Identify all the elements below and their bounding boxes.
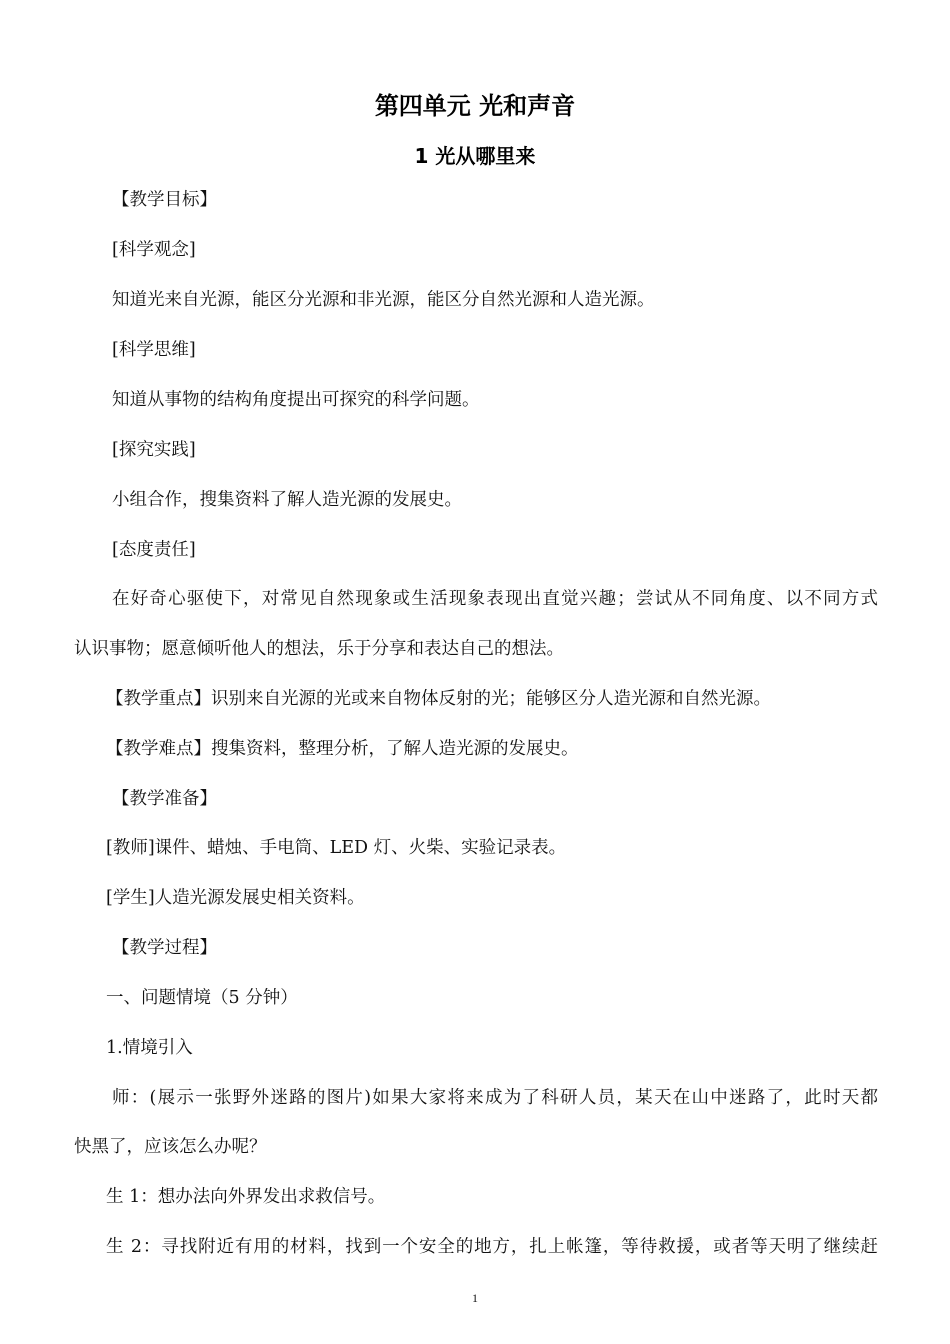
prep-teacher: [教师]课件、蜡烛、手电筒、LED 灯、火柴、实验记录表。 — [106, 838, 567, 858]
attitude-text-line-1: 在好奇心驱使下，对常见自然现象或生活现象表现出直觉兴趣；尝试从不同角度、以不同方式 — [112, 589, 878, 609]
teacher-line-2: 快黑了，应该怎么办呢？ — [74, 1137, 267, 1157]
goals-heading: 【教学目标】 — [112, 190, 217, 210]
thinking-label: [科学思维] — [112, 340, 196, 360]
prep-heading: 【教学准备】 — [112, 789, 217, 809]
thinking-text: 知道从事物的结构角度提出可探究的科学问题。 — [112, 390, 480, 410]
step-one-sub: 1.情境引入 — [106, 1038, 193, 1058]
practice-label: [探究实践] — [112, 440, 196, 460]
concept-label: [科学观念] — [112, 240, 196, 260]
prep-student: [学生]人造光源发展史相关资料。 — [106, 888, 365, 908]
key-points: 【教学重点】识别来自光源的光或来自物体反射的光；能够区分人造光源和自然光源。 — [106, 689, 771, 709]
teacher-line-1: 师：(展示一张野外迷路的图片)如果大家将来成为了科研人员，某天在山中迷路了，此时天都 — [112, 1088, 878, 1108]
page-number: 1 — [472, 1291, 478, 1305]
student-1-line: 生 1：想办法向外界发出求救信号。 — [106, 1187, 386, 1207]
attitude-text-line-2: 认识事物；愿意倾听他人的想法，乐于分享和表达自己的想法。 — [74, 639, 564, 659]
unit-title: 第四单元 光和声音 — [374, 92, 576, 120]
concept-text: 知道光来自光源，能区分光源和非光源，能区分自然光源和人造光源。 — [112, 290, 655, 310]
lesson-title: 1 光从哪里来 — [414, 144, 536, 168]
practice-text: 小组合作，搜集资料了解人造光源的发展史。 — [112, 490, 462, 510]
student-2-line: 生 2：寻找附近有用的材料，找到一个安全的地方，扎上帐篷，等待救援，或者等天明了继续赶 — [106, 1237, 878, 1257]
step-one: 一、问题情境（5 分钟） — [106, 988, 298, 1008]
attitude-label: [态度责任] — [112, 540, 196, 560]
difficulties: 【教学难点】搜集资料，整理分析，了解人造光源的发展史。 — [106, 739, 579, 759]
process-heading: 【教学过程】 — [112, 938, 217, 958]
